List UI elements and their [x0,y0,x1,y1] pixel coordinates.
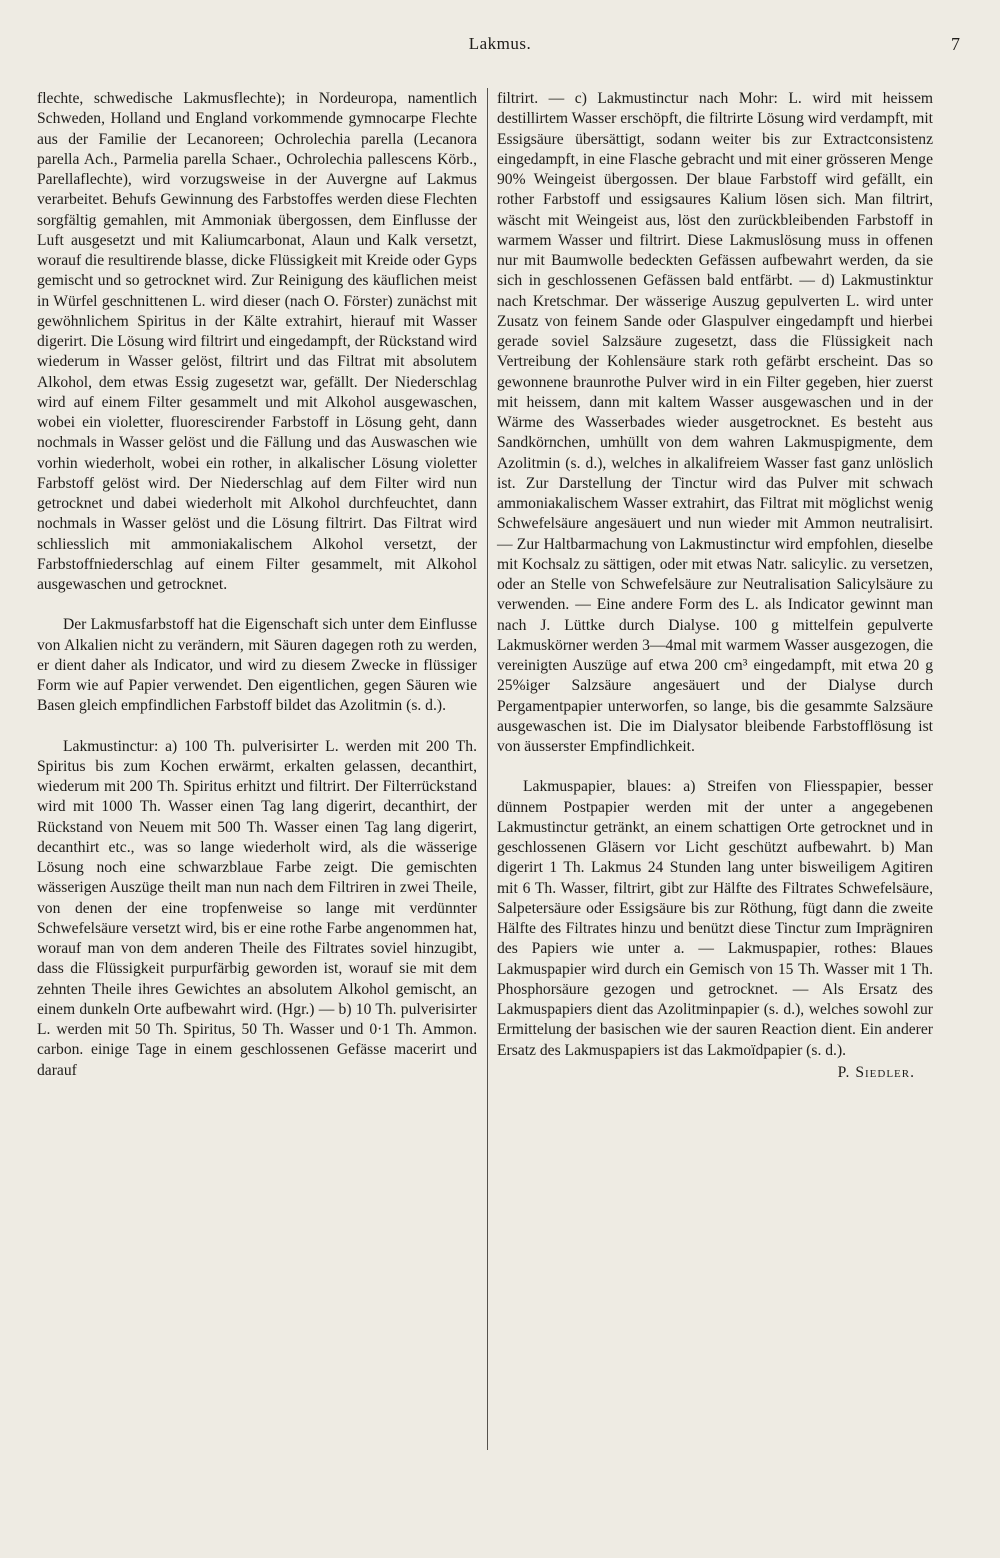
page-title: Lakmus. [468,34,532,53]
page-number: 7 [951,34,960,54]
paragraph-lakmuspapier: Lakmuspapier, blaues: a) Streifen von Fliesspapier, besser dünnem Postpapier werden mit der unter a angegebenen Lakmustinctur getränkt, an einem schattigen Orte getrocknet und in geschlossenen Gläsern vor Licht geschützt aufbewahrt. b) Man digerirt 1 Th. Lakmus 24 Stunden lang unter bisweiligem Agitiren mit 6 Th. Wasser, filtrirt, gibt zur Hälfte des Filtrates Schwefelsäure, Salpetersäure oder Essigsäure bis zur Röthung, fügt dann die zweite Hälfte des Filtrates hinzu und benützt diese Tinctur zum Imprägniren des Papiers wie unter a. — Lakmuspapier, rothes: Blaues Lakmuspapier wird durch ein Gemisch von 15 Th. Wasser mit 1 Th. Phosphorsäure gezogen und getrocknet. — Als Ersatz des Lakmuspapiers dient das Azolitminpapier (s. d.), welches sowohl zur Ermittelung der basischen wie der sauren Reaction dient. Ein anderer Ersatz des Lakmuspapiers ist das Lakmoïdpapier (s. d.). [497,778,933,1059]
running-head [0,34,1000,58]
author-signature: P. Siedler. [837,1063,915,1081]
left-column [37,89,477,1081]
paragraph-flechte: flechte, schwedische Lakmusflechte); in Nordeuropa, namentlich Schweden, Holland und England vorkommende gymnocarpe Flechte aus der Familie der Lecanoreen; Ochrolechia parella (Lecanora parella Ach., Parmelia parella Schaer., Ochrolechia pallescens Körb., Parellaflechte), wird vorzugsweise in der Auvergne auf Lakmus verarbeitet. Behufs Gewinnung des Farbstoffes werden diese Flechten sorgfältig gemahlen, mit Ammoniak übergossen, dem Einflusse der Luft ausgesetzt und mit Kaliumcarbonat, Alaun und Kalk versetzt, worauf die resultirende blasse, dicke Flüssigkeit mit Kreide oder Gyps gemischt und so getrocknet wird. Zur Reinigung des käuflichen meist in Würfel geschnittenen L. wird dieser (nach O. Förster) zunächst mit gewöhnlichem Spiritus in der Kälte extrahirt, hierauf mit Wasser digerirt. Die Lösung wird filtrirt und eingedampft, der Rückstand wird wiederum in Wasser gelöst, filtrirt und das Filtrat mit absolutem Alkohol, dem etwas Essig zugesetzt war, gefällt. Der Niederschlag wird auf einem Filter gesammelt und mit Alkohol ausgewaschen, wobei ein violetter, fluorescirender Farbstoff in Lösung geht, dann nochmals in Wasser gelöst und die Fällung und das Auswaschen wie vorhin wiederholt, wobei ein rother, in alkalischer Lösung violetter Farbstoff gelöst wird. Der Niederschlag auf dem Filter wird nun getrocknet und dabei wiederholt mit Alkohol durchfeuchtet, dann nochmals in Wasser gelöst und die Lösung filtrirt. Das Filtrat wird schliesslich mit ammoniakalischem Alkohol versetzt, der Farbstoffniederschlag auf einem Filter gesammelt, mit Alkohol ausgewaschen und getrocknet. [37,90,477,593]
paragraph-lakmustinctur: Lakmustinctur: a) 100 Th. pulverisirter L. werden mit 200 Th. Spiritus bis zum Kochen erwärmt, erkalten gelassen, decanthirt, wiederum mit 200 Th. Spiritus erhitzt und filtrirt. Der Filterrückstand wird mit 1000 Th. Wasser einen Tag lang digerirt, decanthirt, der Rückstand von Neuem mit 500 Th. Wasser einen Tag lang digerirt, decanthirt etc., was so lange wiederholt wird, als die wässerige Lösung noch eine schwarzblaue Farbe zeigt. Die gemischten wässerigen Auszüge theilt man nun nach dem Filtriren in zwei Theile, von denen der eine tropfenweise so lange mit verdünnter Schwefelsäure versetzt wird, bis er eine rothe Farbe angenommen hat, worauf man von dem anderen Theile des Filtrates soviel hinzugibt, dass die Flüssigkeit purpurfärbig geworden ist, worauf sie mit dem zehnten Theile ihres Gewichtes an absolutem Alkohol gemischt, an einem dunkeln Orte aufbewahrt wird. (Hgr.) — b) 10 Th. pulverisirter L. werden mit 50 Th. Spiritus, 50 Th. Wasser und 0·1 Th. Ammon. carbon. einige Tage in einem geschlossenen Gefässe macerirt und darauf [37,737,477,1079]
paragraph-farbstoff: Der Lakmusfarbstoff hat die Eigenschaft sich unter dem Einflusse von Alkalien nicht zu verändern, mit Säuren dagegen roth zu werden, er dient daher als Indicator, und wird zu diesem Zwecke in flüssiger Form wie auf Papier verwendet. Den eigentlichen, gegen Säuren wie Basen gleich empfindlichen Farbstoff bildet das Azolitmin (s. d.). [37,616,477,715]
column-divider [487,88,488,1450]
right-column [497,89,933,1099]
paragraph-tinctur-continued: filtrirt. — c) Lakmustinctur nach Mohr: L. wird mit heissem destillirtem Wasser erschöpft, die filtrirte Lösung wird verdampft, mit Essigsäure übersättigt, sodann weiter bis zur Extractconsistenz eingedampft, in eine Flasche gebracht und mit einer grösseren Menge 90% Weingeist übergossen. Der blaue Farbstoff wird gefällt, ein rother Farbstoff und essigsaures Kalium lösen sich. Man filtrirt, wäscht mit Weingeist aus, löst den zurückbleibenden Farbstoff in warmem Wasser und filtrirt. Diese Lakmuslösung muss in offenen nur mit Baumwolle bedeckten Gefässen aufbewahrt werden, da sie sich in geschlossenen Gefässen bald entfärbt. — d) Lakmustinktur nach Kretschmar. Der wässerige Auszug gepulverten L. wird unter Zusatz von feinem Sande oder Glaspulver eingedampft und hierbei gerade soviel Salzsäure zugesetzt, dass die Flüssigkeit nach Vertreibung der Kohlensäure stark roth gefärbt erscheint. Das so gewonnene braunrothe Pulver wird in ein Filter gegeben, hier zuerst mit heissem, dann mit kaltem Wasser ausgewaschen und in der Wärme des Wasserbades wieder ausgetrocknet. Es besteht aus Sandkörnchen, umhüllt von dem wahren Lakmuspigmente, dem Azolitmin (s. d.), welches in alkalifreiem Wasser fast ganz unlöslich ist. Zur Darstellung der Tinctur wird das Pulver mit schwach ammoniakalischem Wasser extrahirt, das Filtrat mit möglichst wenig Schwefelsäure angesäuert und nun wieder mit Ammon neutralisirt. — Zur Haltbarmachung von Lakmustinctur wird empfohlen, dieselbe mit Kochsalz zu sättigen, oder mit etwas Natr. salicylic. zu versetzen, oder an Stelle von Schwefelsäure zur Neutralisation Salicylsäure zu verwenden. — Eine andere Form des L. als Indicator gewinnt man nach J. Lüttke durch Dialyse. 100 g mittelfein gepulverte Lakmuskörner werden 3—4mal mit warmem Wasser ausgezogen, die vereinigten Auszüge auf etwa 200 cm³ eingedampft, mit etwa 20 g 25%iger Salzsäure angesäuert und der Dialyse durch Pergamentpapier unterworfen, so lange, bis die gesammte Salzsäure ausgewaschen ist. Die im Dialysator bleibende Farbstofflösung ist von äusserster Empfindlichkeit. [497,90,933,755]
